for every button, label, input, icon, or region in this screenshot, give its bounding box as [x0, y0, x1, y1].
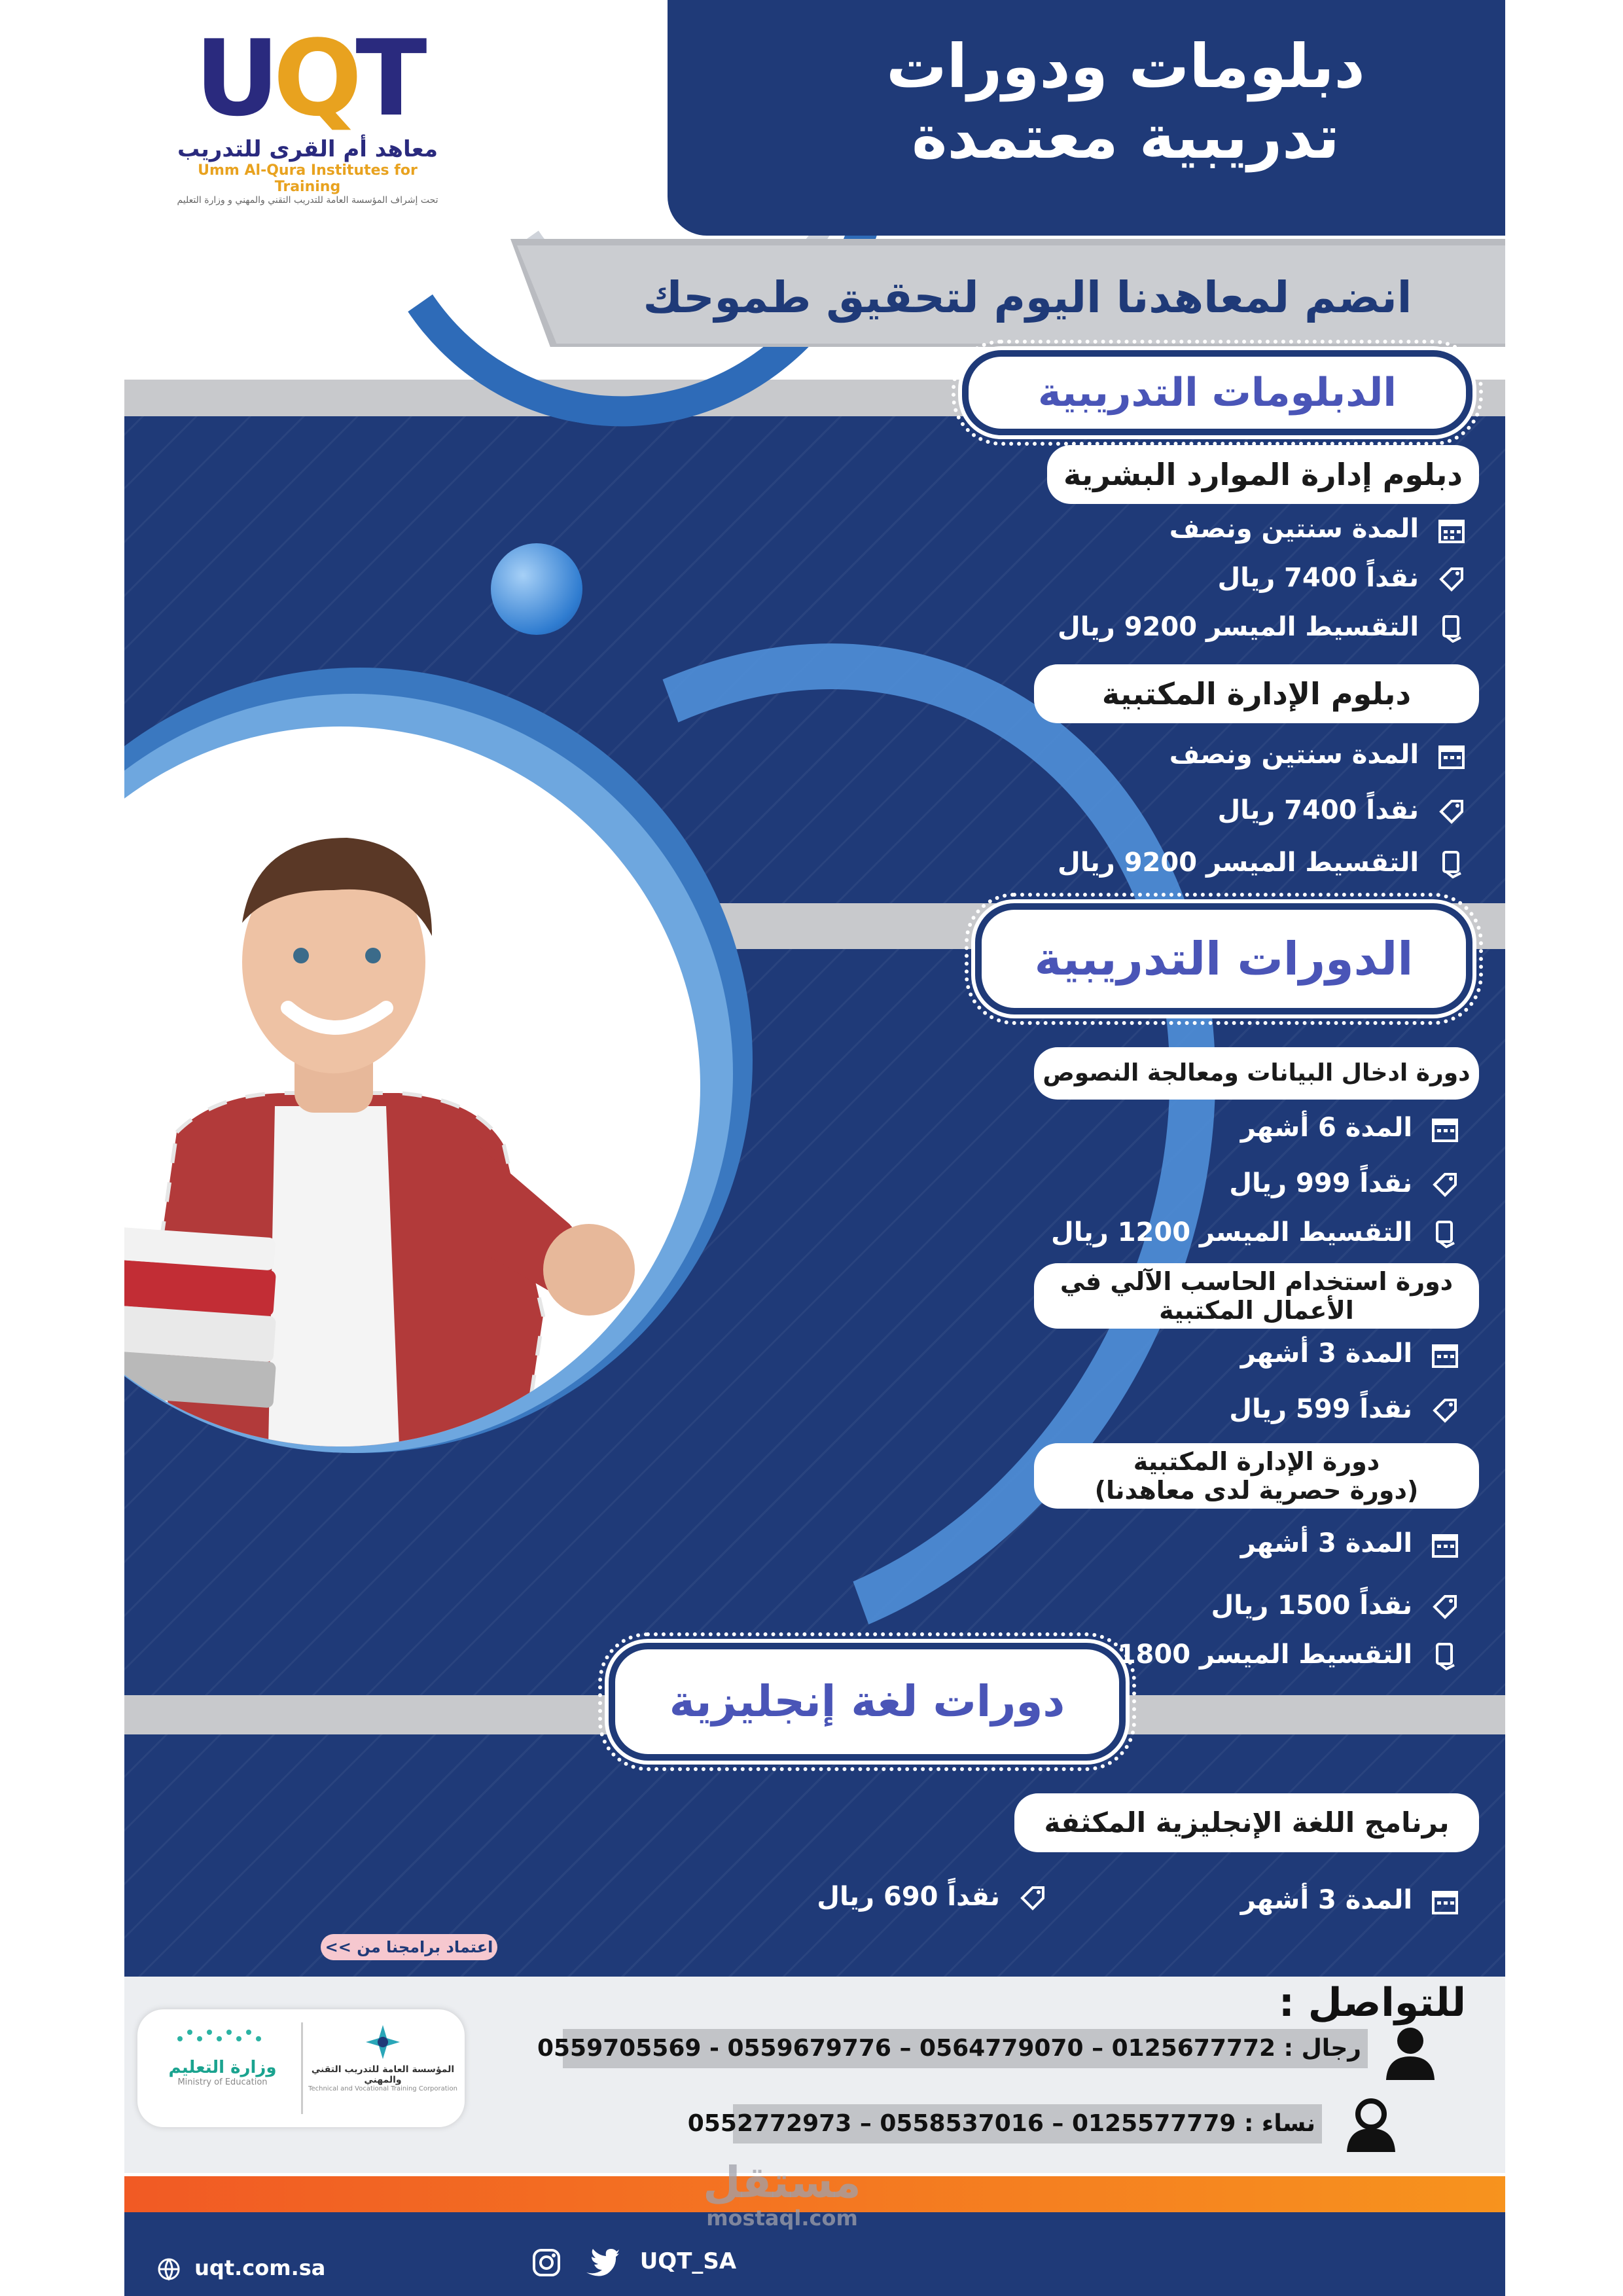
diploma-1-duration: المدة سنتين ونصف: [1169, 514, 1466, 545]
woman-icon: [1342, 2094, 1400, 2153]
men-phones: رجال : 0125677772 – 0564779070 – 0559679776 - 0559705569: [563, 2029, 1466, 2068]
english-heading: دورات لغة إنجليزية: [609, 1643, 1126, 1761]
poster: [124, 0, 1505, 2296]
course-1-name: دورة ادخال البيانات ومعالجة النصوص: [1034, 1047, 1479, 1100]
calendar-icon: [1431, 1530, 1459, 1559]
calendar-icon: [1437, 742, 1466, 770]
diplomas-heading: الدبلومات التدريبية: [962, 350, 1472, 435]
payment-hand-icon: [1431, 1641, 1459, 1670]
page-title: [798, 31, 1453, 173]
tvtc-star-icon: [363, 2022, 402, 2062]
mostaql-watermark: مستقل mostaql.com: [703, 2157, 861, 2231]
english-cash: نقداً 690 ريال: [817, 1882, 1047, 1912]
price-tag-icon: [1437, 565, 1466, 594]
payment-hand-icon: [1437, 614, 1466, 643]
social-links: [530, 2242, 736, 2281]
calendar-icon: [1431, 1115, 1459, 1143]
english-course-name: برنامج اللغة الإنجليزية المكثفة: [1014, 1793, 1479, 1852]
payment-hand-icon: [1437, 850, 1466, 878]
diploma-2-duration: المدة سنتين ونصف: [1169, 740, 1466, 770]
course-3-duration: المدة 3 أشهر: [1241, 1528, 1459, 1559]
calendar-icon: [1431, 1340, 1459, 1369]
price-tag-icon: [1431, 1170, 1459, 1199]
course-2-name: دورة استخدام الحاسب الآلي في الأعمال المكتبية: [1034, 1263, 1479, 1329]
payment-hand-icon: [1431, 1219, 1459, 1248]
calendar-icon: [1437, 516, 1466, 545]
price-tag-icon: [1431, 1396, 1459, 1425]
course-3-name: دورة الإدارة المكتبية (دورة حصرية لدى معاهدنا): [1034, 1443, 1479, 1509]
contact-heading: للتواصل :: [1278, 1980, 1466, 2026]
logo-english-name: Umm Al-Qura Institutes for Training: [198, 162, 418, 195]
diploma-2-installment: التقسيط الميسر 9200 ريال: [1058, 848, 1466, 878]
course-2-duration: المدة 3 أشهر: [1241, 1338, 1459, 1369]
globe-icon: [157, 2257, 181, 2281]
price-tag-icon: [1431, 1592, 1459, 1621]
english-duration: المدة 3 أشهر: [1241, 1885, 1459, 1916]
tvtc-logo: المؤسسة العامة للتدريب التقني والمهني Technical and Vocational Training Corporation: [308, 2022, 458, 2114]
title-line-1: دبلومات ودورات: [886, 31, 1365, 101]
courses-heading: الدورات التدريبية: [975, 903, 1472, 1014]
diploma-1-cash: نقداً 7400 ريال: [1217, 563, 1466, 594]
moe-dots-icon: [173, 2022, 272, 2055]
man-icon: [1381, 2022, 1440, 2081]
diploma-2-cash: نقداً 7400 ريال: [1217, 795, 1466, 826]
accreditation-label: اعتماد برامجنا من >>: [321, 1934, 497, 1960]
uqt-logo: [164, 17, 452, 206]
course-3-cash: نقداً 1500 ريال: [1211, 1590, 1459, 1621]
diploma-2-name: دبلوم الإدارة المكتبية: [1034, 664, 1479, 723]
course-2-cash: نقداً 599 ريال: [1229, 1394, 1459, 1425]
title-line-2: تدريبية معتمدة: [912, 102, 1340, 172]
instagram-icon[interactable]: [530, 2246, 563, 2279]
partner-logos: [137, 2009, 465, 2127]
course-3-installment: التقسيط الميسر 1800: [1118, 1640, 1459, 1670]
twitter-icon[interactable]: [584, 2246, 619, 2279]
course-1-duration: المدة 6 أشهر: [1241, 1113, 1459, 1143]
moe-logo: وزارة التعليم Ministry of Education: [151, 2022, 294, 2114]
price-tag-icon: [1018, 1884, 1047, 1912]
logo-subtitle: تحت إشراف المؤسسة العامة للتدريب التقني والمهني و وزارة التعليم: [177, 195, 438, 206]
calendar-icon: [1431, 1887, 1459, 1916]
website-link[interactable]: uqt.com.sa: [157, 2251, 325, 2284]
course-1-installment: التقسيط الميسر 1200 ريال: [1051, 1217, 1459, 1248]
slogan: انضم لمعاهدنا اليوم لتحقيق طموحك: [643, 272, 1412, 323]
logo-arabic-name: معاهد أم القرى للتدريب: [177, 136, 438, 162]
social-handle: UQT_SA: [639, 2248, 737, 2274]
diploma-1-installment: التقسيط الميسر 9200 ريال: [1058, 612, 1466, 643]
price-tag-icon: [1437, 797, 1466, 826]
blue-ball: [491, 543, 582, 635]
women-phones: نساء : 0125577779 – 0558537016 – 0552772973: [733, 2104, 1466, 2144]
logo-mark: UQT: [194, 17, 421, 139]
diploma-1-name: دبلوم إدارة الموارد البشرية: [1047, 445, 1479, 504]
course-1-cash: نقداً 999 ريال: [1229, 1168, 1459, 1199]
